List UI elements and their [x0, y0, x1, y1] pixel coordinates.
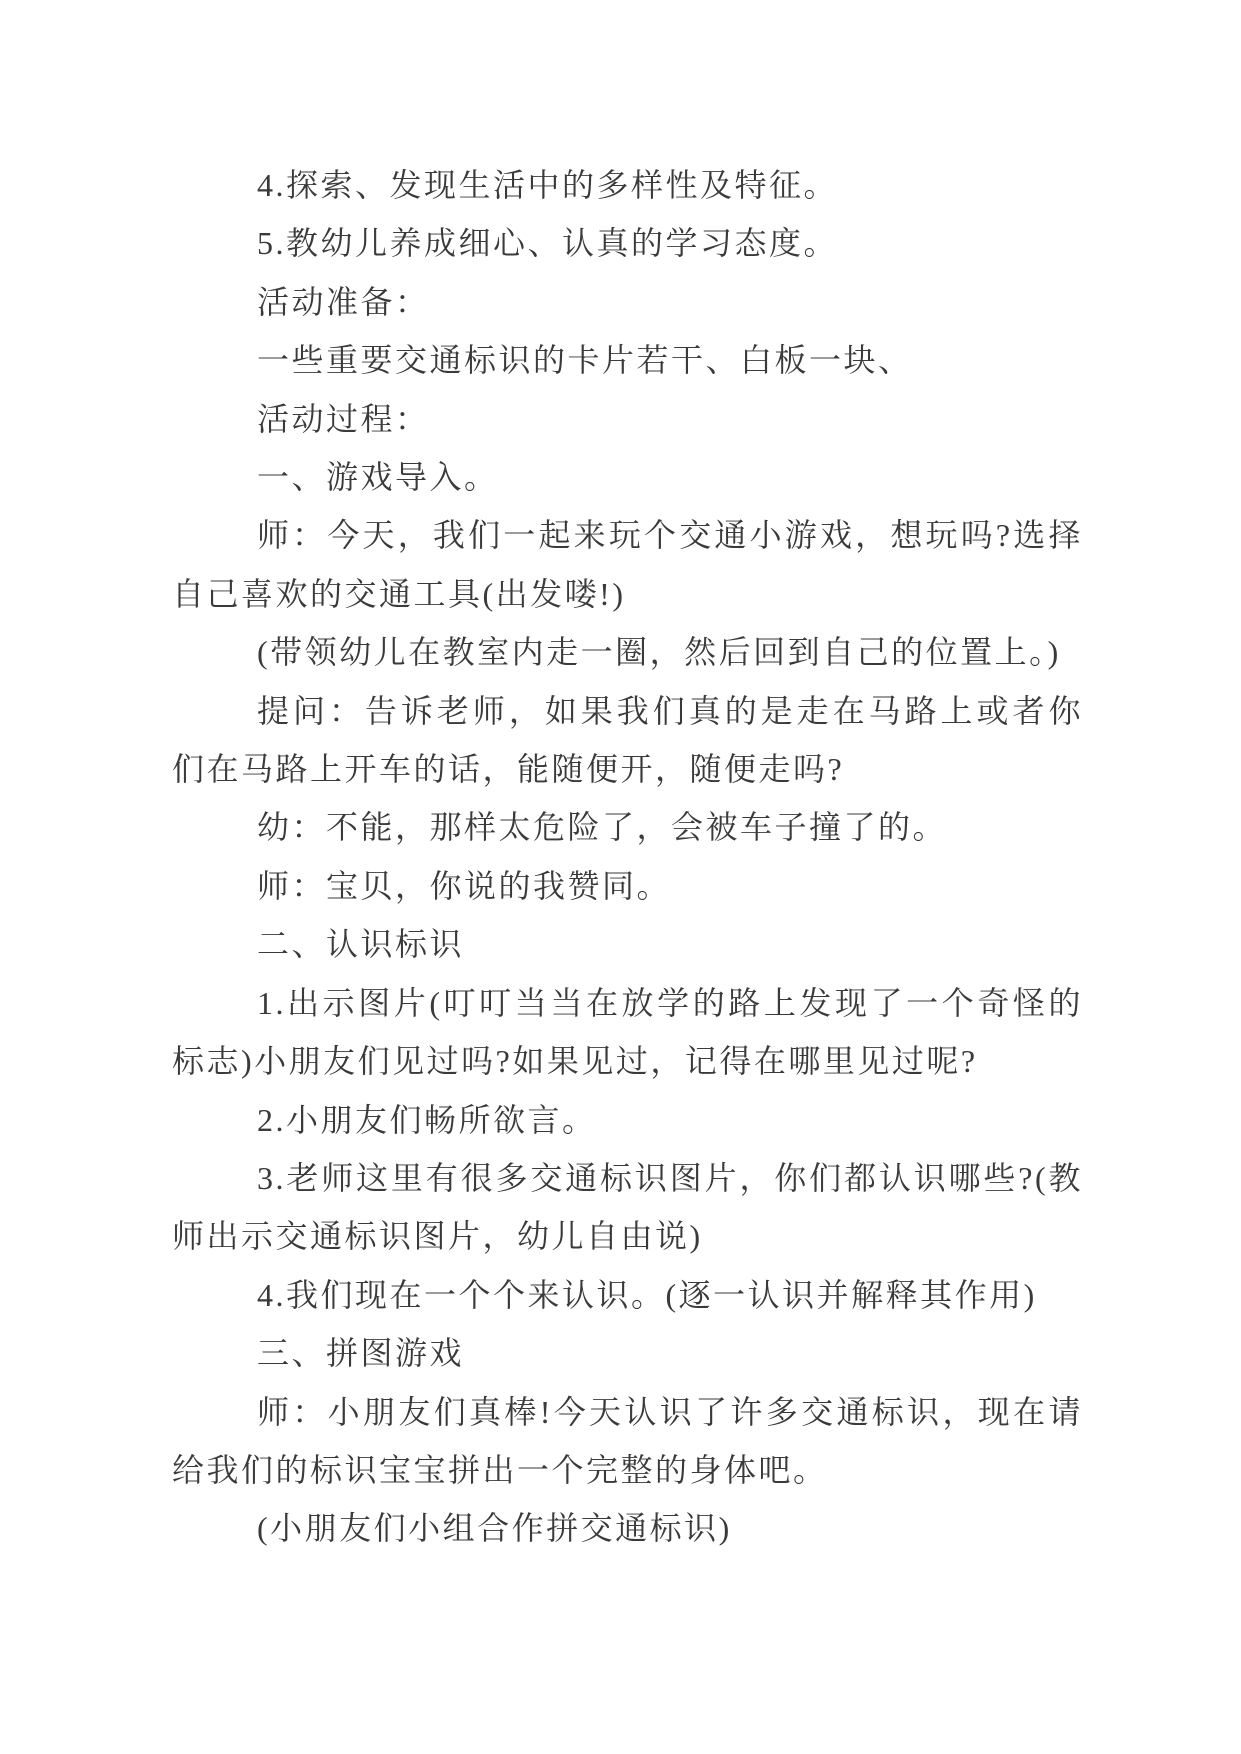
- paragraph: 师：宝贝，你说的我赞同。: [257, 867, 672, 904]
- paragraph: (带领幼儿在教室内走一圈，然后回到自己的位置上。): [257, 634, 1061, 671]
- paragraph: 5.教幼儿养成细心、认真的学习态度。: [257, 225, 839, 262]
- paragraph: 2.小朋友们畅所欲言。: [257, 1101, 597, 1138]
- paragraph: (小朋友们小组合作拼交通标识): [257, 1510, 732, 1547]
- paragraph: 1.出示图片(叮叮当当在放学的路上发现了一个奇怪的标志)小朋友们见过吗?如果见过，记得在哪里见过呢?: [172, 984, 1083, 1080]
- paragraph: 活动准备：: [257, 283, 430, 320]
- paragraph: 提问：告诉老师，如果我们真的是走在马路上或者你们在马路上开车的话，能随便开，随便走吗?: [172, 692, 1083, 788]
- paragraph: 一些重要交通标识的卡片若干、白板一块、: [257, 342, 913, 379]
- paragraph: 二、认识标识: [257, 926, 465, 963]
- paragraph: 三、拼图游戏: [257, 1335, 465, 1372]
- paragraph: 幼：不能，那样太危险了，会被车子撞了的。: [257, 809, 948, 846]
- paragraph: 师：今天，我们一起来玩个交通小游戏，想玩吗?选择自己喜欢的交通工具(出发喽!): [172, 517, 1083, 612]
- paragraph: 4.我们现在一个个来认识。(逐一认识并解释其作用): [257, 1276, 1037, 1313]
- paragraph: 活动过程：: [257, 400, 430, 437]
- paragraph: 一、游戏导入。: [257, 459, 499, 496]
- paragraph: 师：小朋友们真棒!今天认识了许多交通标识，现在请给我们的标识宝宝拼出一个完整的身体吧。: [172, 1393, 1083, 1488]
- paragraph: 3.老师这里有很多交通标识图片，你们都认识哪些?(教师出示交通标识图片，幼儿自由说): [172, 1159, 1083, 1255]
- document-body: [172, 156, 1083, 1558]
- paragraph: 4.探索、发现生活中的多样性及特征。: [257, 167, 839, 203]
